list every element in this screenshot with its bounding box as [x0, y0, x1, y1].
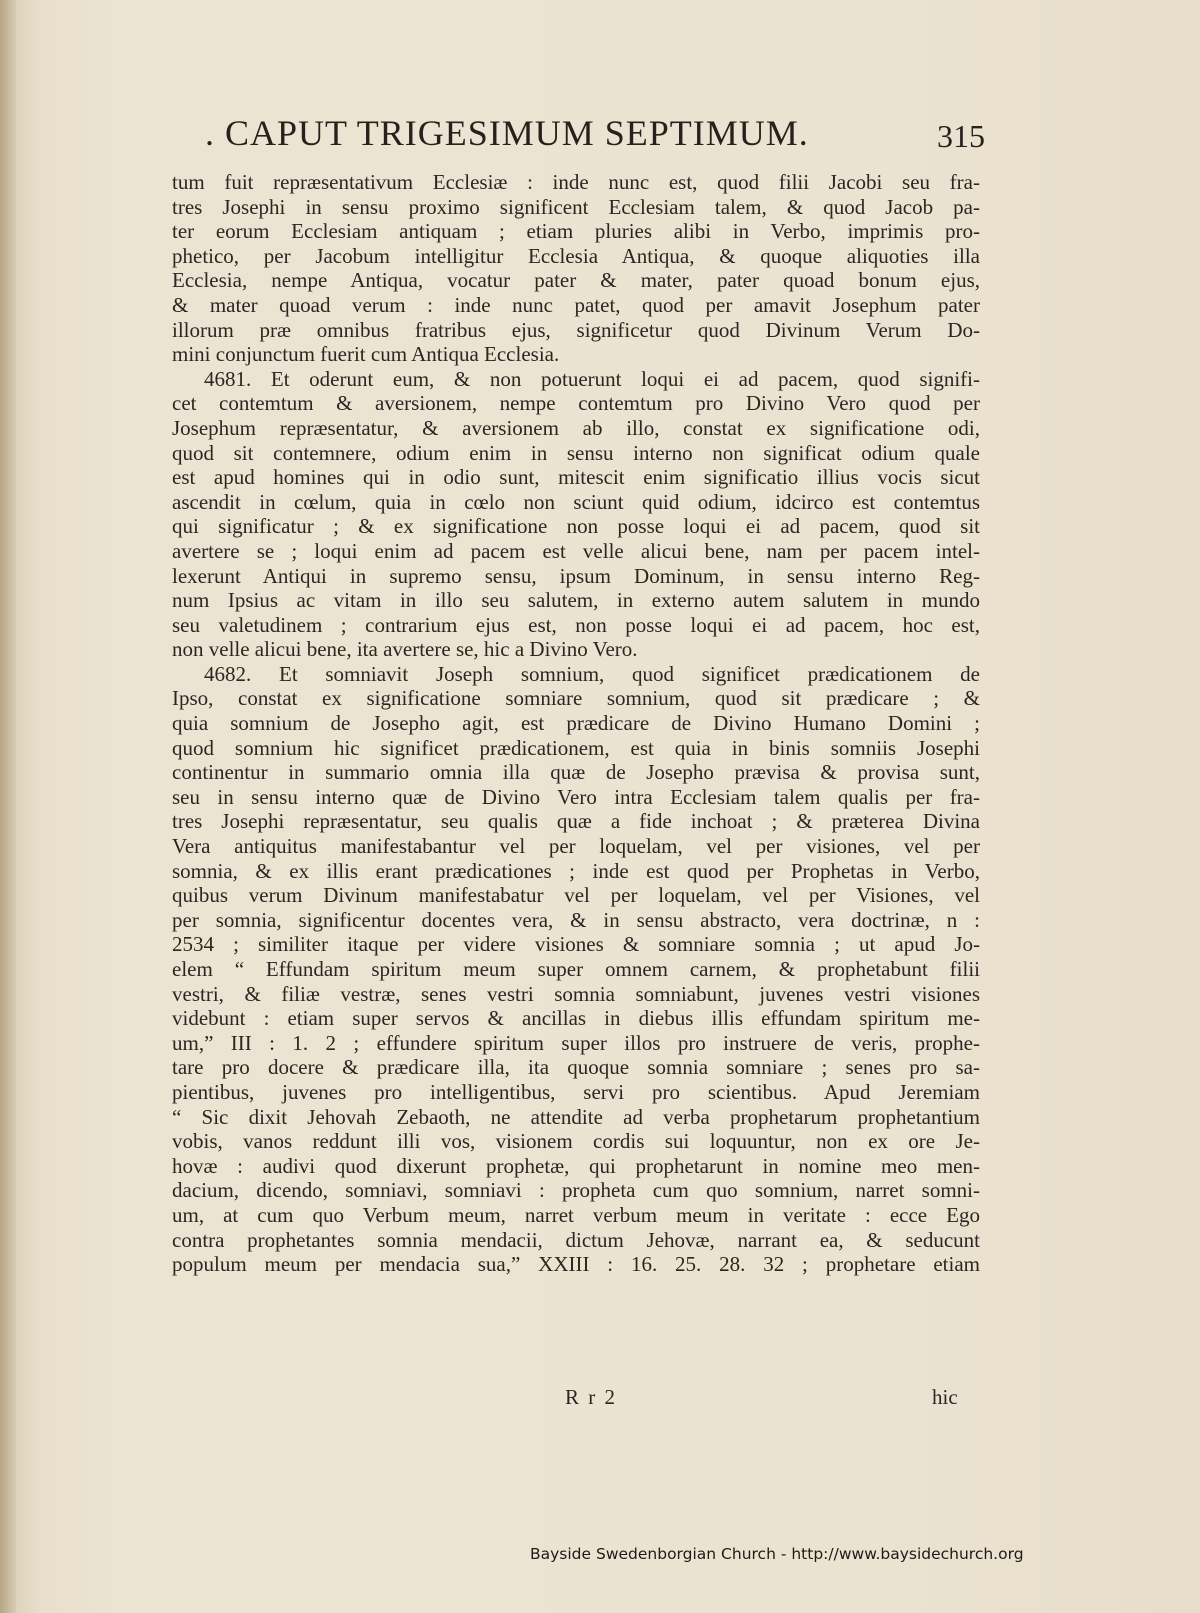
text-line: Ecclesia, nempe Antiqua, vocatur pater & mater, pater quoad bonum ejus, [172, 268, 980, 293]
text-line: seu valetudinem ; contrarium ejus est, non posse loqui ei ad pacem, hoc est, [172, 612, 980, 637]
text-line: qui significatur ; & ex significatione non posse loqui ei ad pacem, quod sit [172, 514, 980, 539]
text-line: avertere se ; loqui enim ad pacem est velle alicui bene, nam per pacem intel- [172, 538, 980, 563]
text-line: Ipso, constat ex significatione somniare somnium, quod sit prædicare ; & [172, 686, 980, 711]
catchword: hic [932, 1385, 958, 1409]
chapter-title: . CAPUT TRIGESIMUM SEPTIMUM. [205, 113, 809, 153]
text-line: seu in sensu interno quæ de Divino Vero intra Ecclesiam talem qualis per fra- [172, 784, 980, 809]
text-line: est apud homines qui in odio sunt, mitescit enim significatio illius vocis sicut [172, 465, 980, 490]
paragraph-4681-start: 4681. Et oderunt eum, & non potuerunt loqui ei ad pacem, quod signifi- [204, 366, 980, 391]
text-line: vestri, & filiæ vestræ, senes vestri somnia somniabunt, juvenes vestri visiones [172, 981, 980, 1006]
text-line: per somnia, significentur docentes vera, & in sensu abstracto, vera doctrinæ, n : [172, 907, 980, 932]
text-line: tum fuit repræsentativum Ecclesiæ : inde nunc est, quod filii Jacobi seu fra- [172, 170, 980, 194]
text-line: & mater quoad verum : inde nunc patet, quod per amavit Josephum pater [172, 292, 980, 317]
running-head [195, 112, 985, 162]
text-line: tare pro docere & prædicare illa, ita quoque somnia somniare ; senes pro sa- [172, 1055, 980, 1080]
text-line: phetico, per Jacobum intelligitur Ecclesia Antiqua, & quoque aliquoties illa [172, 243, 980, 268]
text-line: continentur in summario omnia illa quæ de Josepho prævisa & provisa sunt, [172, 760, 980, 785]
text-line: tres Josephi repræsentatur, seu qualis quæ a fide inchoat ; & præterea Divina [172, 809, 980, 834]
book-gutter [0, 0, 16, 1613]
text-line: Vera antiquitus manifestabantur vel per loquelam, vel per visiones, vel per [172, 834, 980, 859]
text-line: mini conjunctum fuerit cum Antiqua Ecclesia. [172, 342, 560, 367]
text-line: pientibus, juvenes pro intelligentibus, servi pro scientibus. Apud Jeremiam [172, 1079, 980, 1104]
text-line: quibus verum Divinum manifestabatur vel per loquelam, vel per Visiones, vel [172, 883, 980, 908]
text-line: 2534 ; similiter itaque per videre visiones & somniare somnia ; ut apud Jo- [172, 932, 980, 957]
text-line: contra prophetantes somnia mendacii, dictum Jehovæ, narrant ea, & seducunt [172, 1227, 980, 1252]
text-line: quia somnium de Josepho agit, est prædicare de Divino Humano Domini ; [172, 711, 980, 736]
text-line: ascendit in cœlum, quia in cœlo non sciunt quid odium, idcirco est contemtus [172, 489, 980, 514]
text-line: non velle alicui bene, ita avertere se, hic a Divino Vero. [172, 637, 638, 662]
paragraph-4682-start: 4682. Et somniavit Joseph somnium, quod significet prædicationem de [204, 661, 980, 686]
body-text [172, 170, 980, 1277]
text-line: somnia, & ex illis erant prædicationes ; inde est quod per Prophetas in Verbo, [172, 858, 980, 883]
signature-mark: R r 2 [565, 1385, 617, 1409]
text-line: quod somnium hic significet prædicationem, est quia in binis somniis Josephi [172, 735, 980, 760]
text-line: Josephum repræsentatur, & aversionem ab illo, constat ex significatione odi, [172, 415, 980, 440]
text-line: populum meum per mendacia sua,” XXIII : 16. 25. 28. 32 ; prophetare etiam [172, 1252, 980, 1277]
source-watermark: Bayside Swedenborgian Church - http://www.baysidechurch.org [530, 1545, 1024, 1563]
text-line: tres Josephi in sensu proximo significent Ecclesiam talem, & quod Jacob pa- [172, 194, 980, 219]
text-line: videbunt : etiam super servos & ancillas in diebus illis effundam spiritum me- [172, 1006, 980, 1031]
text-line: cet contemtum & aversionem, nempe contemtum pro Divino Vero quod per [172, 391, 980, 416]
text-line: ter eorum Ecclesiam antiquam ; etiam pluries alibi in Verbo, imprimis pro- [172, 219, 980, 244]
text-line: um,” III : 1. 2 ; effundere spiritum super illos pro instruere de veris, prophe- [172, 1030, 980, 1055]
text-line: quod sit contemnere, odium enim in sensu interno non significat odium quale [172, 440, 980, 465]
text-line: hovæ : audivi quod dixerunt prophetæ, qui prophetarunt in nomine meo men- [172, 1153, 980, 1178]
text-line: um, at cum quo Verbum meum, narret verbum meum in veritate : ecce Ego [172, 1202, 980, 1227]
text-line: illorum præ omnibus fratribus ejus, significetur quod Divinum Verum Do- [172, 317, 980, 342]
text-line: vobis, vanos reddunt illi vos, visionem cordis sui loquuntur, non ex ore Je- [172, 1129, 980, 1154]
text-line: dacium, dicendo, somniavi, somniavi : propheta cum quo somnium, narret somni- [172, 1178, 980, 1203]
page-number: 315 [937, 118, 985, 154]
text-line: elem “ Effundam spiritum meum super omnem carnem, & prophetabunt filii [172, 957, 980, 981]
text-line: “ Sic dixit Jehovah Zebaoth, ne attendite ad verba prophetarum prophetantium [172, 1104, 980, 1129]
text-line: num Ipsius ac vitam in illo seu salutem, in externo autem salutem in mundo [172, 588, 980, 613]
text-line: lexerunt Antiqui in supremo sensu, ipsum Dominum, in sensu interno Reg- [172, 563, 980, 588]
